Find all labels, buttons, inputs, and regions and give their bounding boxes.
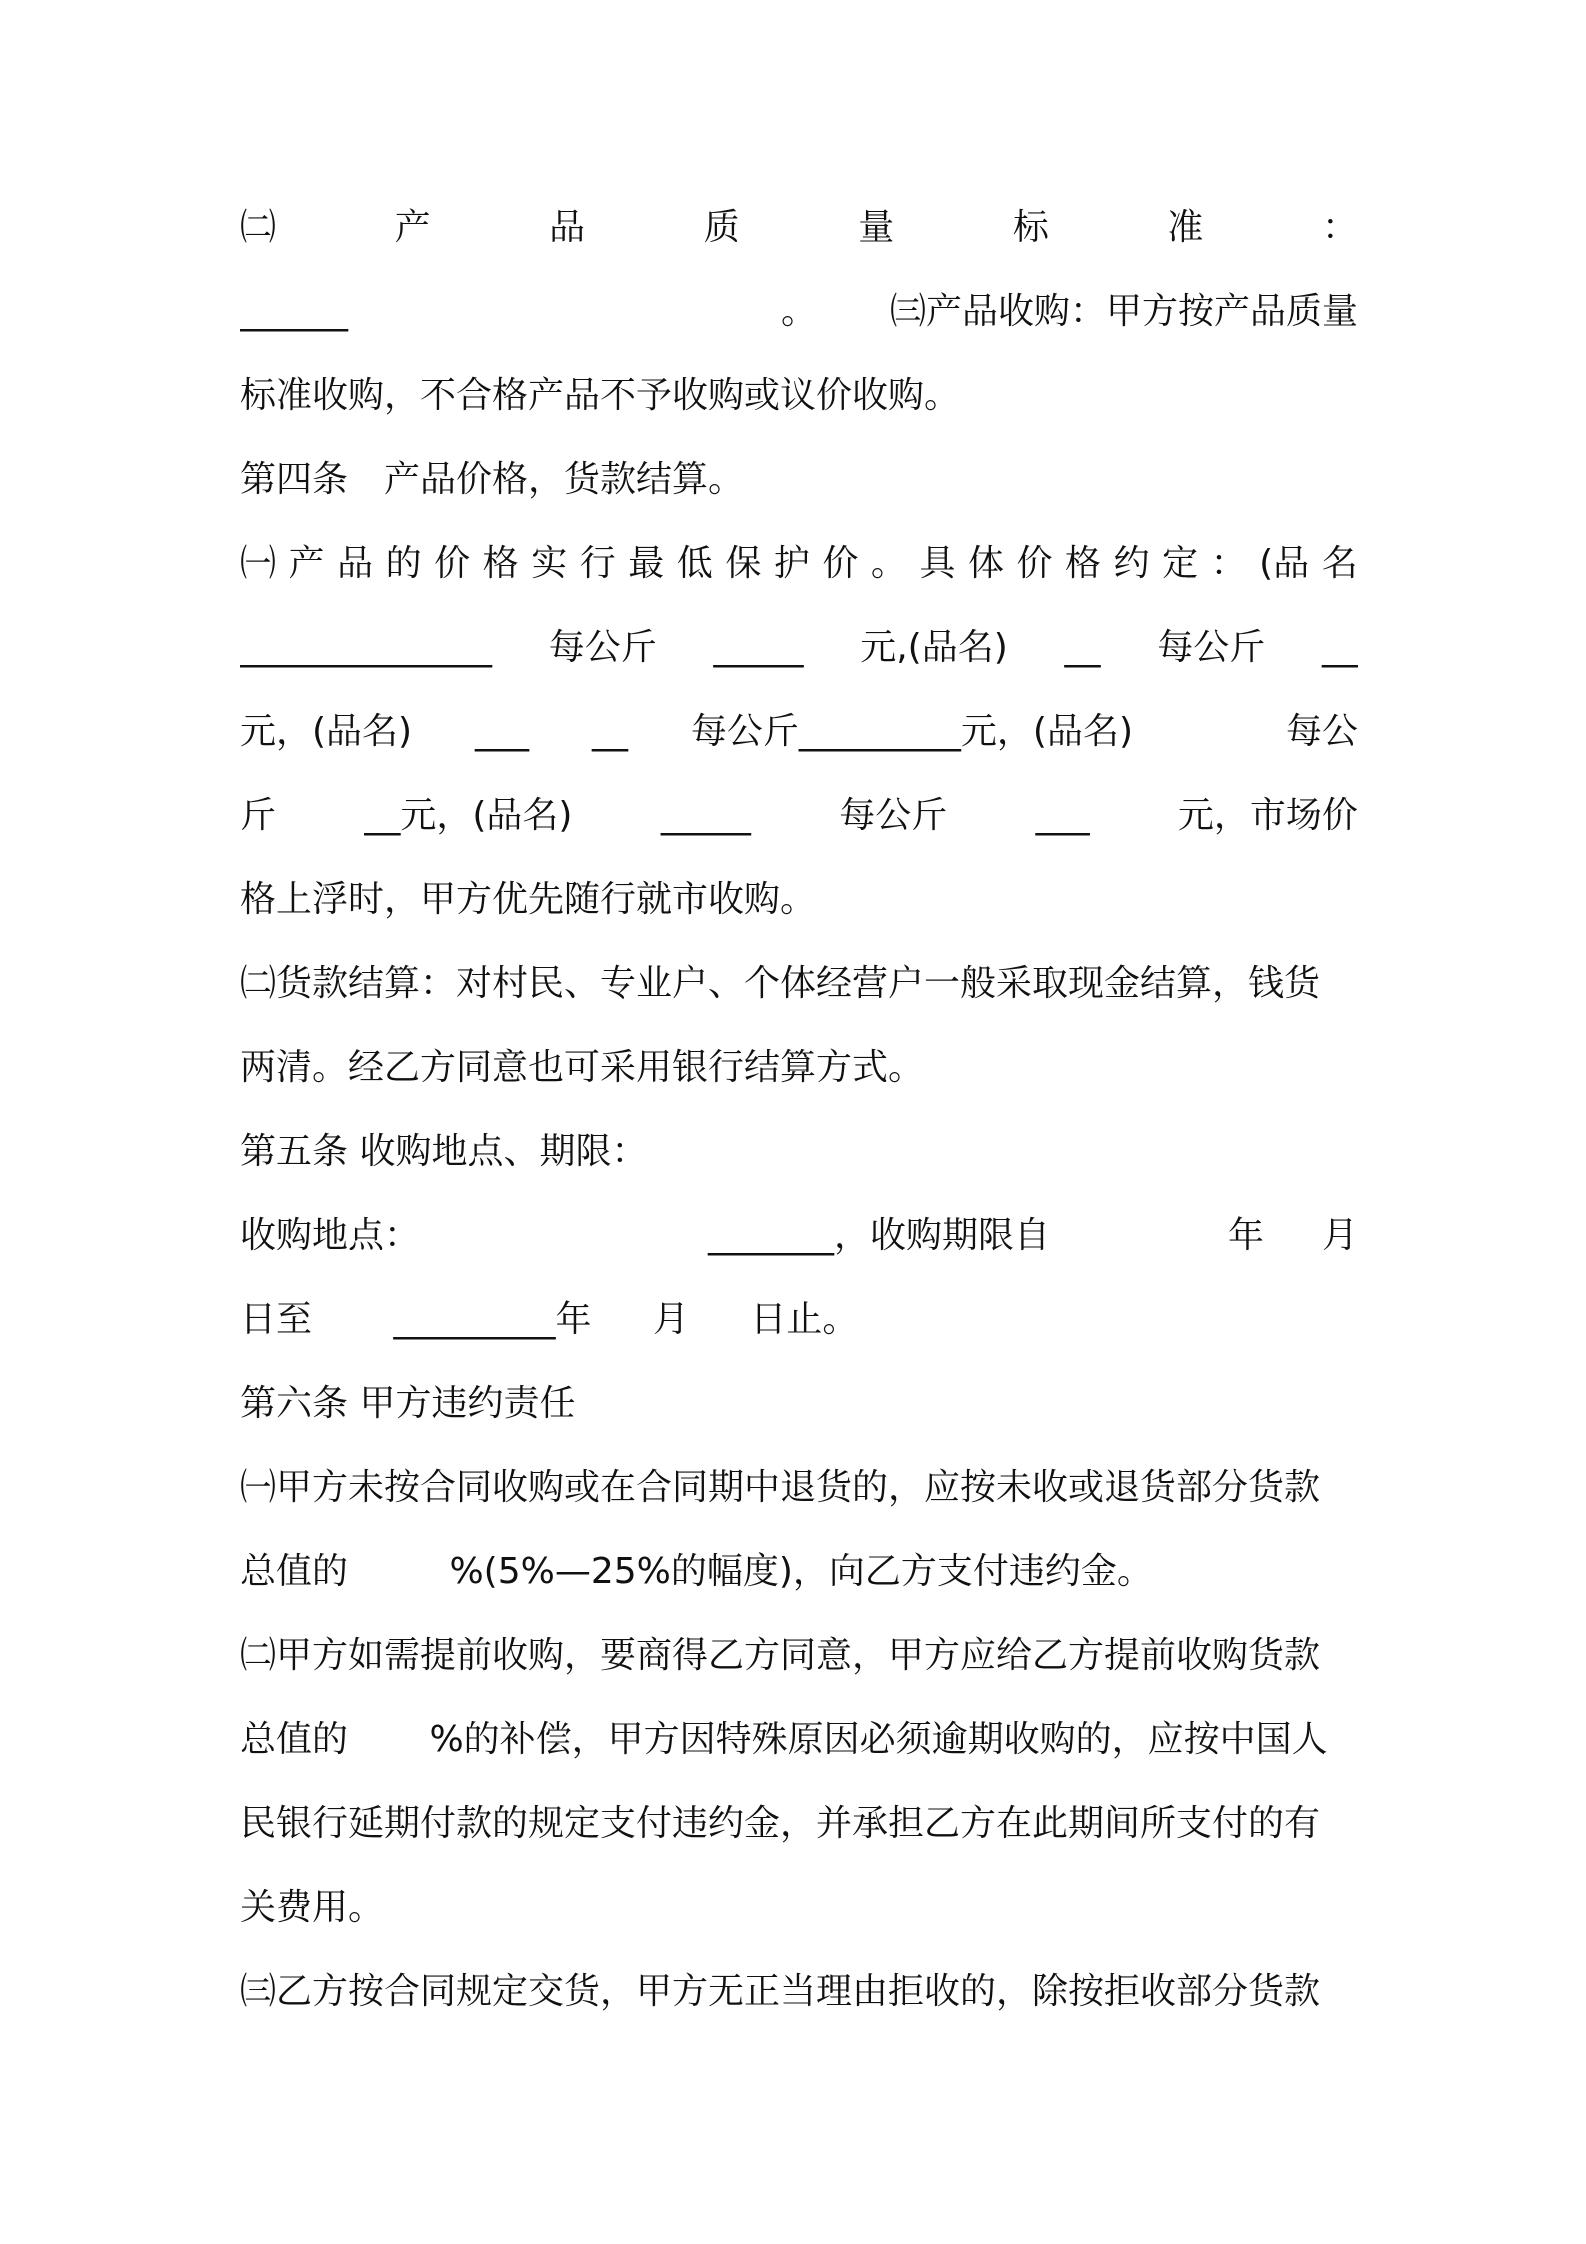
text-line-7 [240, 706, 1358, 758]
text-segment: ㈡ [240, 207, 277, 248]
text-line-18: ㈡甲方如需提前收购，要商得乙方同意，甲方应给乙方提前收购货款 [240, 1635, 1321, 1676]
text-segment: ______________ [240, 627, 492, 668]
text-segment: 产 [288, 543, 325, 584]
text-segment: 格 [1065, 543, 1102, 584]
text-line-5 [240, 538, 1358, 590]
text-segment: %(5%—25%的幅度)，向乙方支付违约金。 [449, 1551, 1153, 1592]
text-segment: 总值的 [240, 1551, 349, 1592]
text-segment: 准 [1167, 207, 1204, 248]
text-segment: 名 [1321, 543, 1358, 584]
text-segment: 每公 [1285, 711, 1358, 752]
text-segment: __ [1064, 627, 1101, 668]
text-segment: ______ [240, 291, 348, 332]
text-segment: 定 [1162, 543, 1199, 584]
text-segment: 低 [676, 543, 713, 584]
text-segment: 价 [822, 543, 859, 584]
text-segment: 每公斤_________元，(品名) [690, 711, 1133, 752]
text-segment: _________年 [393, 1299, 592, 1340]
text-segment: 斤 [240, 795, 277, 836]
text-segment: 总值的 [240, 1719, 349, 1760]
text-segment: 月 [652, 1299, 689, 1340]
article-heading-4: 第四条 产品价格，货款结算。 [240, 459, 745, 500]
text-segment: 品 [337, 543, 374, 584]
text-segment: ㈠ [240, 543, 277, 584]
text-line-20: 民银行延期付款的规定支付违约金，并承担乙方在此期间所支付的有 [240, 1803, 1321, 1844]
text-segment: 体 [967, 543, 1004, 584]
text-segment: __元，(品名) [364, 795, 573, 836]
text-segment: _______，收购期限自 [707, 1215, 1050, 1256]
text-segment: ： [1321, 207, 1358, 248]
text-segment: 收购地点： [240, 1215, 421, 1256]
text-segment: 。 [870, 543, 907, 584]
text-segment: 格 [482, 543, 519, 584]
text-line-19 [240, 1714, 1358, 1766]
text-segment: __ [1321, 627, 1358, 668]
text-segment: 最 [628, 543, 665, 584]
text-segment: 约 [1113, 543, 1150, 584]
text-segment: ㈢产品收购：甲方按产品质量 [889, 291, 1358, 332]
text-segment: ： [1210, 543, 1247, 584]
text-segment: 价 [434, 543, 471, 584]
text-segment: 质 [703, 207, 740, 248]
text-segment: (品 [1259, 543, 1310, 584]
text-segment: 量 [858, 207, 895, 248]
text-segment: 产 [394, 207, 431, 248]
text-segment: %的补偿，甲方因特殊原因必须逾期收购的，应按中国人 [429, 1719, 1328, 1760]
text-line-22: ㈢乙方按合同规定交货，甲方无正当理由拒收的，除按拒收部分货款 [240, 1971, 1321, 2012]
text-segment: _____ [660, 795, 751, 836]
text-line-10: ㈡货款结算：对村民、专业户、个体经营户一般采取现金结算，钱货 [240, 963, 1321, 1004]
text-segment: 护 [773, 543, 810, 584]
text-line-9: 格上浮时，甲方优先随行就市收购。 [240, 879, 817, 920]
text-line-3: 标准收购，不合格产品不予收购或议价收购。 [240, 375, 961, 416]
text-line-17 [240, 1546, 1358, 1598]
text-segment: 价 [1016, 543, 1053, 584]
text-line-1 [240, 202, 1358, 254]
text-line-16: ㈠甲方未按合同收购或在合同期中退货的，应按未收或退货部分货款 [240, 1467, 1321, 1508]
text-segment: 每公斤 [1157, 627, 1266, 668]
text-segment: 每公斤 [839, 795, 948, 836]
text-line-6 [240, 622, 1358, 674]
text-line-13 [240, 1210, 1358, 1262]
text-segment: ___ [1035, 795, 1090, 836]
text-segment: 保 [725, 543, 762, 584]
text-segment: 年 [1227, 1215, 1264, 1256]
text-line-2 [240, 286, 1358, 338]
text-segment: 。 [780, 291, 817, 332]
text-line-8 [240, 790, 1358, 842]
text-line-14 [240, 1294, 1358, 1346]
text-segment: __ [591, 711, 628, 752]
text-segment: 具 [919, 543, 956, 584]
article-heading-5: 第五条 收购地点、期限： [240, 1131, 648, 1172]
text-segment: 元，(品名) [240, 711, 413, 752]
text-line-11: 两清。经乙方同意也可采用银行结算方式。 [240, 1047, 925, 1088]
text-segment: 实 [531, 543, 568, 584]
text-line-21: 关费用。 [240, 1887, 385, 1928]
text-segment: 日至 [240, 1299, 313, 1340]
text-segment: 的 [385, 543, 422, 584]
text-segment: _____ [713, 627, 804, 668]
article-heading-6: 第六条 甲方违约责任 [240, 1383, 576, 1424]
text-segment: 月 [1321, 1215, 1358, 1256]
text-segment: 标 [1012, 207, 1049, 248]
text-segment: ___ [475, 711, 530, 752]
text-segment: 行 [579, 543, 616, 584]
text-segment: 元，市场价 [1177, 795, 1358, 836]
text-segment: 日止。 [750, 1299, 859, 1340]
text-segment: 品 [549, 207, 586, 248]
text-segment: 每公斤 [548, 627, 657, 668]
text-segment: 元,(品名) [860, 627, 1008, 668]
